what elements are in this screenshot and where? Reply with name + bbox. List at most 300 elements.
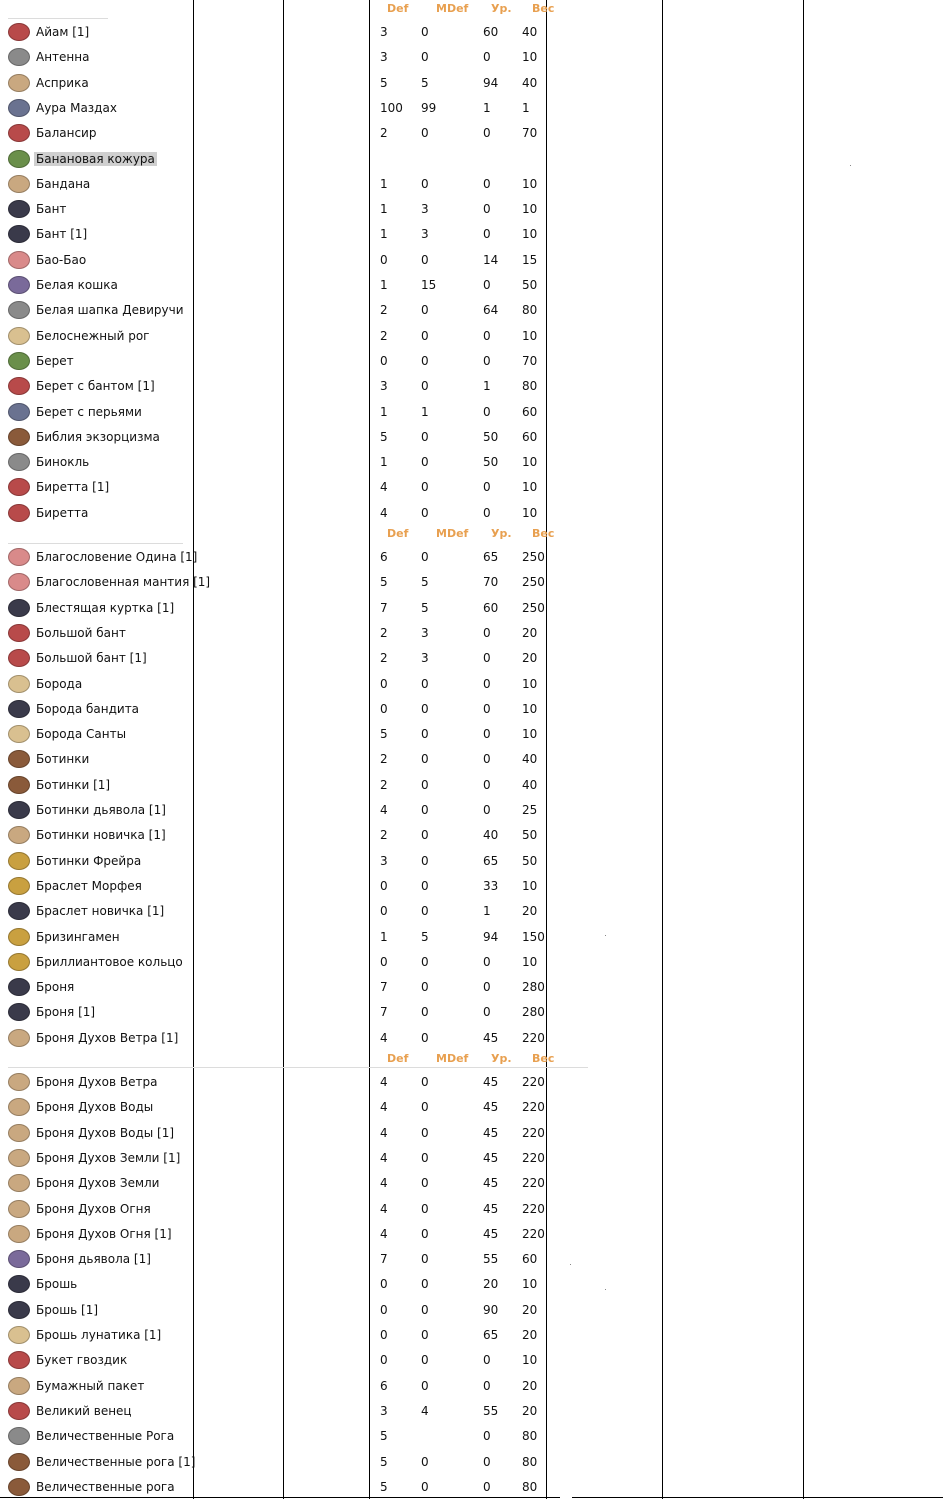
def-value: 2 [380, 651, 388, 666]
def-value: 2 [380, 126, 388, 141]
item-row[interactable] [0, 1375, 560, 1399]
item-row[interactable] [0, 1400, 560, 1424]
item-row[interactable] [0, 21, 560, 45]
item-row[interactable] [0, 46, 560, 70]
level-value: 0 [483, 1454, 491, 1469]
horn-icon [8, 327, 30, 345]
def-value: 4 [380, 1100, 388, 1115]
weight-value: 15 [522, 252, 538, 267]
item-name: Берет с бантом [1] [36, 379, 155, 394]
level-value: 94 [483, 929, 499, 944]
robe-icon [8, 573, 30, 591]
def-value: 0 [380, 252, 388, 267]
mdef-value: 1 [421, 404, 429, 419]
item-row[interactable] [0, 774, 560, 798]
weight-value: 10 [522, 878, 538, 893]
mdef-value: 0 [421, 727, 429, 742]
level-value: 0 [483, 50, 491, 65]
mdef-value: 0 [421, 1226, 429, 1241]
mdef-value: 3 [421, 227, 429, 242]
weight-value: 10 [522, 176, 538, 191]
level-value: 0 [483, 202, 491, 217]
weight-value: 220 [522, 1075, 545, 1089]
item-row[interactable] [0, 72, 560, 96]
armor-icon [8, 1073, 30, 1091]
mdef-value: 0 [421, 1005, 429, 1020]
item-row[interactable] [0, 1096, 560, 1120]
item-name: Библия экзорцизма [36, 429, 160, 444]
level-value: 70 [483, 575, 499, 590]
level-value: 0 [483, 701, 491, 716]
item-name: Бумажный пакет [36, 1378, 145, 1393]
def-value: 2 [380, 625, 388, 640]
weight-value: 20 [522, 625, 538, 640]
level-value: 0 [483, 278, 491, 292]
horns-icon [8, 1453, 30, 1471]
item-row[interactable] [0, 723, 560, 747]
level-value: 0 [483, 404, 491, 419]
weight-value: 80 [522, 303, 538, 318]
item-name: Ботинки Фрейра [36, 853, 142, 868]
def-value: 5 [380, 575, 388, 590]
item-name: Благословение Одина [1] [36, 550, 198, 564]
item-row[interactable] [0, 299, 560, 323]
armor-icon [8, 1149, 30, 1167]
item-name: Большой бант [36, 625, 126, 640]
mdef-value: 0 [421, 50, 429, 65]
level-value: 45 [483, 1100, 499, 1115]
mdef-value: 0 [421, 1201, 429, 1216]
weight-value: 70 [522, 353, 538, 368]
mdef-value: 0 [421, 1353, 429, 1368]
def-value: 0 [380, 1353, 388, 1368]
level-value: 55 [483, 1403, 499, 1418]
section-separator [8, 543, 183, 544]
weight-value: 280 [522, 980, 545, 995]
mdef-value: 0 [421, 954, 429, 969]
item-row[interactable] [0, 1071, 560, 1095]
item-row[interactable] [0, 97, 560, 121]
item-row[interactable] [0, 1476, 560, 1500]
def-value: 3 [380, 50, 388, 65]
level-value: 45 [483, 1201, 499, 1216]
def-value: 6 [380, 1378, 388, 1393]
def-value: 4 [380, 1226, 388, 1241]
mdef-value: 0 [421, 828, 429, 843]
weight-value: 10 [522, 1277, 538, 1292]
item-name: Биретта [1] [36, 480, 110, 495]
item-name: Брошь [1] [36, 1302, 99, 1317]
armor-icon [8, 548, 30, 566]
mdef-value: 0 [421, 853, 429, 868]
weight-value: 50 [522, 828, 538, 843]
item-row[interactable] [0, 799, 560, 823]
moon-brooch-icon [8, 1326, 30, 1344]
column-divider [662, 0, 663, 1499]
def-value: 5 [380, 1454, 388, 1469]
item-row[interactable] [0, 375, 560, 399]
item-row[interactable] [0, 451, 560, 475]
level-value: 45 [483, 1125, 499, 1140]
item-row[interactable] [0, 1027, 560, 1051]
level-value: 64 [483, 303, 499, 318]
weight-value: 220 [522, 1100, 545, 1115]
mdef-value: 0 [421, 1030, 429, 1045]
item-name: Бинокль [36, 455, 90, 470]
item-row[interactable] [0, 122, 560, 146]
item-name: Биретта [36, 505, 89, 520]
beard-icon [8, 675, 30, 693]
weight-value: 10 [522, 954, 538, 969]
def-value: 0 [380, 353, 388, 368]
item-name: Величественные рога [1] [36, 1454, 196, 1469]
mdef-value: 0 [421, 353, 429, 368]
mdef-value: 0 [421, 1479, 429, 1494]
feather-icon [8, 74, 30, 92]
mdef-value: 0 [421, 803, 429, 817]
level-value: 1 [483, 904, 491, 919]
mdef-value: 0 [421, 252, 429, 267]
item-row[interactable] [0, 401, 560, 425]
weight-value: 250 [522, 550, 545, 564]
item-name: Букет гвоздик [36, 1353, 128, 1368]
stray-dot [605, 1289, 606, 1290]
weight-value: 150 [522, 929, 545, 944]
mdef-value: 0 [421, 752, 429, 767]
level-value: 45 [483, 1176, 499, 1191]
mdef-value: 0 [421, 429, 429, 444]
item-row[interactable] [0, 673, 560, 697]
level-value: 45 [483, 1226, 499, 1241]
def-value: 5 [380, 1479, 388, 1494]
boots-icon [8, 852, 30, 870]
weight-value: 80 [522, 1429, 538, 1444]
def-value: 7 [380, 600, 388, 615]
def-value: 0 [380, 676, 388, 691]
item-name: Броня Духов Воды [36, 1100, 154, 1115]
hood-icon [8, 301, 30, 319]
mdef-value: 0 [421, 1277, 429, 1292]
item-row[interactable] [0, 502, 560, 526]
weight-value: 40 [522, 777, 538, 792]
item-name: Броня [36, 980, 75, 995]
weight-value: 10 [522, 676, 538, 691]
item-row[interactable] [0, 597, 560, 621]
item-name: Белоснежный рог [36, 328, 150, 343]
bracelet-icon [8, 902, 30, 920]
weight-value: 220 [522, 1030, 545, 1045]
level-value: 0 [483, 353, 491, 368]
def-value: 2 [380, 303, 388, 318]
item-row[interactable] [0, 1248, 560, 1272]
item-name: Бризингамен [36, 929, 120, 944]
weight-value: 40 [522, 752, 538, 767]
def-value: 0 [380, 1328, 388, 1342]
item-name: Асприка [36, 75, 89, 90]
item-row[interactable] [0, 1223, 560, 1247]
def-value: 4 [380, 1150, 388, 1165]
bow-icon [8, 225, 30, 243]
item-name: Ботинки [36, 752, 90, 767]
weight-value: 20 [522, 1302, 538, 1317]
level-value: 90 [483, 1302, 499, 1317]
item-row[interactable] [0, 198, 560, 222]
item-name: Берет с перьями [36, 404, 142, 419]
mdef-value: 0 [421, 701, 429, 716]
def-value: 0 [380, 1277, 388, 1292]
def-value: 4 [380, 1201, 388, 1216]
mdef-value: 5 [421, 75, 429, 90]
mdef-value: 0 [421, 379, 429, 394]
header-weight: Вес [532, 2, 555, 15]
item-row[interactable] [0, 223, 560, 247]
item-row[interactable] [0, 1451, 560, 1475]
item-row[interactable] [0, 1198, 560, 1222]
item-row[interactable] [0, 1425, 560, 1449]
armor-icon [8, 978, 30, 996]
item-row[interactable] [0, 622, 560, 646]
item-row[interactable] [0, 824, 560, 848]
mdef-value: 5 [421, 929, 429, 944]
def-value: 0 [380, 701, 388, 716]
def-value: 3 [380, 25, 388, 39]
cat-icon [8, 276, 30, 294]
brooch-icon [8, 1275, 30, 1293]
item-row[interactable] [0, 274, 560, 298]
def-value: 4 [380, 1030, 388, 1045]
level-value: 0 [483, 1378, 491, 1393]
item-row[interactable] [0, 698, 560, 722]
def-value: 5 [380, 727, 388, 742]
item-row[interactable] [0, 647, 560, 671]
weight-value: 50 [522, 853, 538, 868]
header-mdef: MDef [436, 527, 469, 540]
weight-value: 80 [522, 1479, 538, 1494]
item-row[interactable] [0, 571, 560, 595]
item-row[interactable] [0, 325, 560, 349]
weight-value: 220 [522, 1150, 545, 1165]
level-value: 55 [483, 1252, 499, 1267]
item-row[interactable] [0, 1147, 560, 1171]
item-name: Броня [1] [36, 1005, 96, 1020]
boots-icon [8, 801, 30, 819]
mdef-value: 0 [421, 25, 429, 39]
level-value: 0 [483, 651, 491, 666]
level-value: 0 [483, 176, 491, 191]
item-name: Броня Духов Огня [36, 1201, 151, 1216]
item-row[interactable] [0, 1299, 560, 1323]
level-value: 33 [483, 878, 499, 893]
item-row[interactable] [0, 1324, 560, 1348]
mdef-value: 0 [421, 303, 429, 318]
bandana-icon [8, 23, 30, 41]
item-row[interactable] [0, 748, 560, 772]
weight-value: 10 [522, 455, 538, 470]
item-row[interactable] [0, 850, 560, 874]
header-weight: Вес [532, 1052, 555, 1065]
weight-value: 10 [522, 480, 538, 495]
item-row[interactable] [0, 350, 560, 374]
weight-value: 20 [522, 1328, 538, 1342]
item-row[interactable] [0, 1172, 560, 1196]
weight-value: 220 [522, 1201, 545, 1216]
armor-icon [8, 1029, 30, 1047]
level-value: 0 [483, 980, 491, 995]
def-value: 3 [380, 1403, 388, 1418]
mdef-value: 0 [421, 1125, 429, 1140]
def-value: 1 [380, 455, 388, 470]
item-name: Броня Духов Земли [1] [36, 1150, 181, 1165]
column-divider [803, 0, 804, 1499]
def-value: 0 [380, 904, 388, 919]
armor-icon [8, 1098, 30, 1116]
boots-icon [8, 776, 30, 794]
stray-dot [850, 165, 851, 166]
item-name: Банановая кожура [36, 151, 155, 166]
item-row[interactable] [0, 1001, 560, 1025]
item-name: Бао-Бао [36, 252, 87, 267]
weight-value: 20 [522, 651, 538, 666]
item-row[interactable] [0, 546, 560, 570]
def-value: 2 [380, 828, 388, 843]
def-value: 4 [380, 1125, 388, 1140]
def-value: 5 [380, 75, 388, 90]
weight-value: 220 [522, 1125, 545, 1140]
item-name: Айам [1] [36, 25, 90, 39]
level-value: 0 [483, 727, 491, 742]
header-mdef: MDef [436, 1052, 469, 1065]
header-def: Def [387, 2, 409, 15]
level-value: 0 [483, 126, 491, 141]
item-name: Берет [36, 353, 74, 368]
mdef-value: 0 [421, 1302, 429, 1317]
bandana-icon [8, 175, 30, 193]
weight-value: 10 [522, 727, 538, 742]
section-separator [8, 18, 108, 19]
def-value: 4 [380, 803, 388, 817]
level-value: 0 [483, 328, 491, 343]
def-value: 7 [380, 1005, 388, 1020]
level-value: 50 [483, 429, 499, 444]
item-row[interactable] [0, 148, 560, 172]
item-row[interactable] [0, 426, 560, 450]
item-name: Борода бандита [36, 701, 140, 716]
def-value: 7 [380, 1252, 388, 1267]
boots-icon [8, 826, 30, 844]
level-value: 0 [483, 803, 491, 817]
level-value: 65 [483, 1328, 499, 1342]
item-row[interactable] [0, 1273, 560, 1297]
item-row[interactable] [0, 1349, 560, 1373]
level-value: 0 [483, 227, 491, 242]
item-row[interactable] [0, 1122, 560, 1146]
def-value: 2 [380, 328, 388, 343]
weight-value: 20 [522, 1378, 538, 1393]
item-row[interactable] [0, 249, 560, 273]
feather-hat-icon [8, 403, 30, 421]
level-value: 50 [483, 455, 499, 470]
mdef-value: 0 [421, 126, 429, 141]
def-value: 3 [380, 379, 388, 394]
mdef-value: 0 [421, 1378, 429, 1393]
mdef-value: 0 [421, 1150, 429, 1165]
def-value: 4 [380, 480, 388, 495]
level-value: 0 [483, 777, 491, 792]
mdef-value: 99 [421, 100, 437, 115]
necklace-icon [8, 928, 30, 946]
item-name: Брошь [36, 1277, 78, 1292]
weight-value: 70 [522, 126, 538, 141]
def-value: 7 [380, 980, 388, 995]
weight-value: 10 [522, 202, 538, 217]
item-row[interactable] [0, 926, 560, 950]
mdef-value: 0 [421, 480, 429, 495]
def-value: 100 [380, 100, 403, 115]
boots-icon [8, 750, 30, 768]
level-value: 0 [483, 625, 491, 640]
mdef-value: 0 [421, 1075, 429, 1089]
weight-value: 10 [522, 701, 538, 716]
def-value: 1 [380, 404, 388, 419]
horns-icon [8, 1478, 30, 1496]
bottom-border [572, 1497, 943, 1498]
mdef-value: 0 [421, 176, 429, 191]
header-weight: Вес [532, 527, 555, 540]
weight-value: 50 [522, 278, 538, 292]
armor-icon [8, 1124, 30, 1142]
item-row[interactable] [0, 173, 560, 197]
item-name: Бандана [36, 176, 91, 191]
item-row[interactable] [0, 875, 560, 899]
def-value: 1 [380, 929, 388, 944]
item-row[interactable] [0, 976, 560, 1000]
weight-value: 80 [522, 1454, 538, 1469]
def-value: 1 [380, 278, 388, 292]
item-row[interactable] [0, 476, 560, 500]
mdef-value: 0 [421, 505, 429, 520]
level-value: 45 [483, 1150, 499, 1165]
weight-value: 40 [522, 25, 538, 39]
item-name: Бант [36, 202, 67, 217]
item-row[interactable] [0, 900, 560, 924]
level-value: 60 [483, 600, 499, 615]
level-value: 40 [483, 828, 499, 843]
cap-icon [8, 504, 30, 522]
def-value: 0 [380, 1302, 388, 1317]
mdef-value: 0 [421, 878, 429, 893]
item-name: Ботинки [1] [36, 777, 111, 792]
mdef-value: 0 [421, 455, 429, 470]
item-name: Большой бант [1] [36, 651, 147, 666]
crown-icon [8, 1402, 30, 1420]
mdef-value: 5 [421, 575, 429, 590]
header-level: Ур. [491, 1052, 512, 1065]
item-name: Величественные рога [36, 1479, 175, 1494]
level-value: 0 [483, 752, 491, 767]
item-name: Ботинки дьявола [1] [36, 803, 166, 817]
item-name: Браслет новичка [1] [36, 904, 165, 919]
header-mdef: MDef [436, 2, 469, 15]
weight-value: 20 [522, 1403, 538, 1418]
def-value: 4 [380, 1176, 388, 1191]
mdef-value: 0 [421, 980, 429, 995]
def-value: 5 [380, 429, 388, 444]
weight-value: 60 [522, 404, 538, 419]
paper-bag-icon [8, 1377, 30, 1395]
item-row[interactable] [0, 951, 560, 975]
antenna-icon [8, 48, 30, 66]
weight-value: 10 [522, 50, 538, 65]
